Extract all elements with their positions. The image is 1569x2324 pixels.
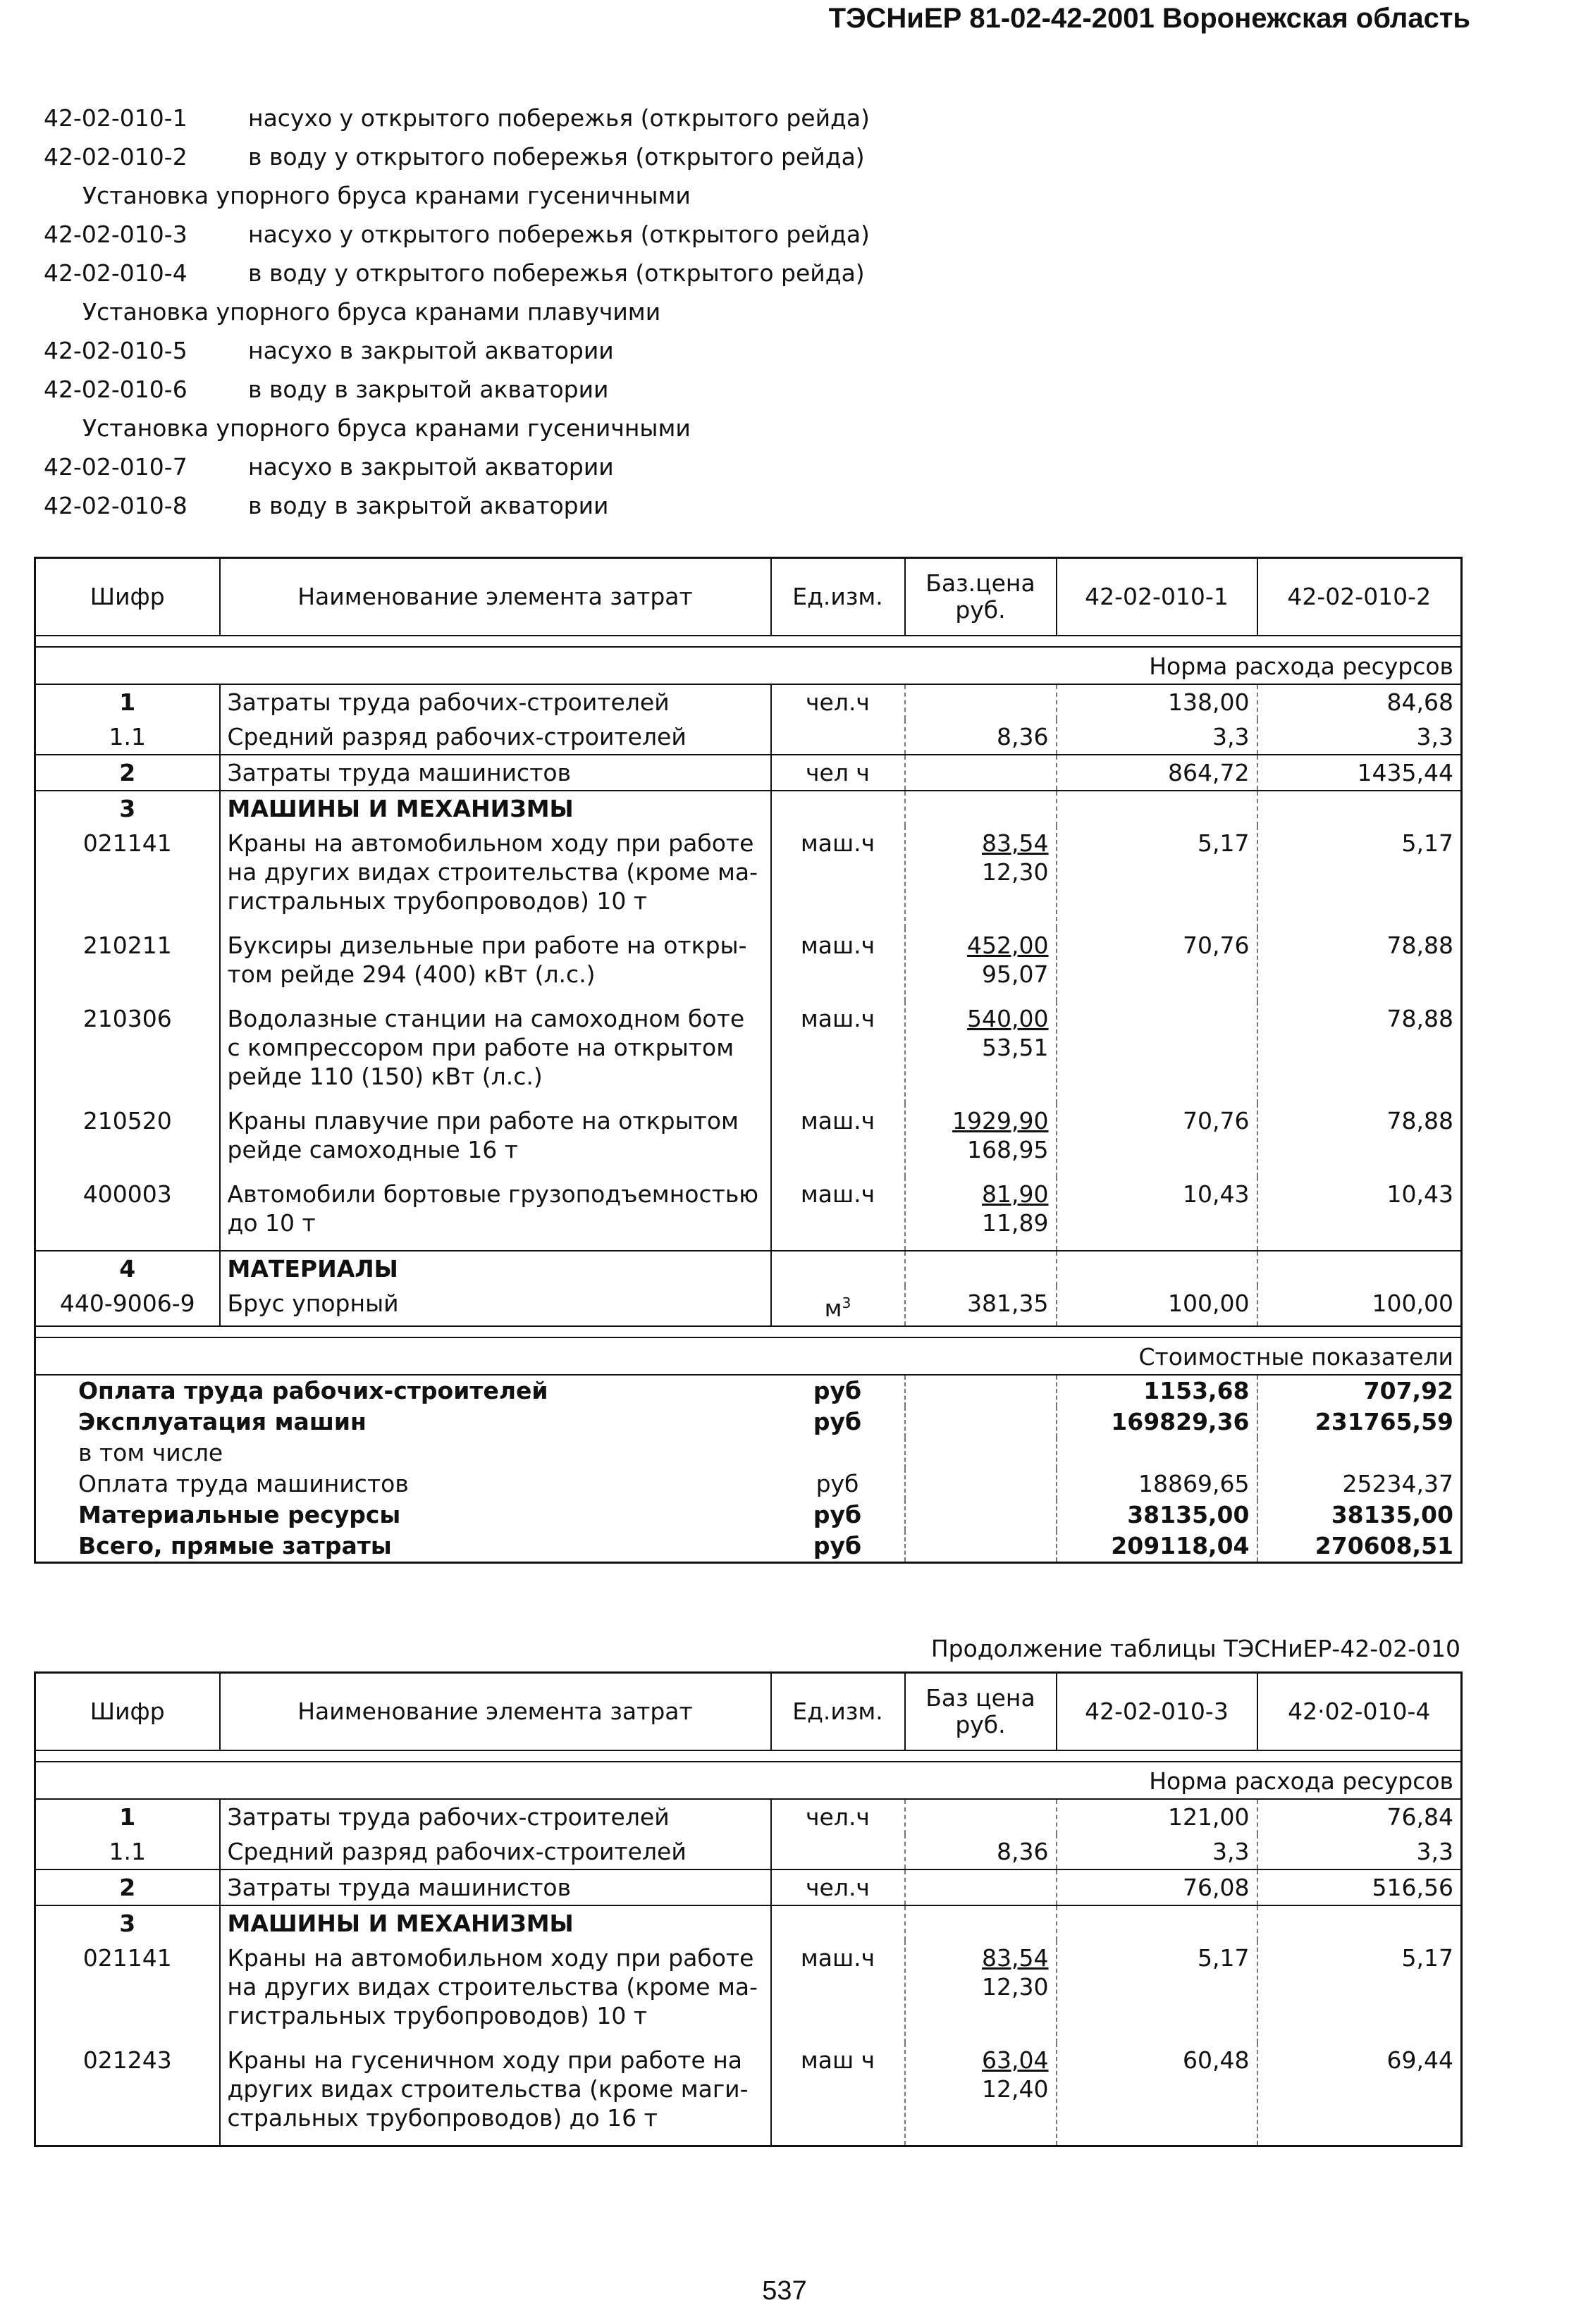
intro-item <box>44 137 1383 176</box>
machine-value-2: 78,88 <box>1257 1104 1462 1177</box>
labor-row <box>35 1834 1462 1869</box>
machine-price-cell <box>905 1177 1057 1251</box>
cost-unit: руб <box>813 1501 862 1528</box>
row-unit: чел.ч <box>771 1799 905 1834</box>
intro-item-code: 42-02-010-5 <box>44 337 187 364</box>
machine-value-1: 10,43 <box>1057 1177 1257 1251</box>
cost-value-1: 209118,04 <box>1057 1531 1257 1563</box>
row-price: 8,36 <box>905 1834 1057 1869</box>
machine-price-wage: 95,07 <box>982 960 1049 988</box>
machine-unit: маш.ч <box>771 826 905 928</box>
machine-value-1 <box>1057 1001 1257 1104</box>
section-empty <box>1057 1905 1257 1941</box>
row-price <box>905 684 1057 719</box>
cost-name: Оплата труда машинистов <box>78 1470 409 1497</box>
material-value-1: 100,00 <box>1057 1286 1257 1326</box>
header-price: Баз.цена руб. <box>905 558 1057 636</box>
row-price <box>905 755 1057 791</box>
spacer-row <box>35 636 1462 647</box>
section-empty <box>1057 791 1257 826</box>
section-empty <box>905 1251 1057 1286</box>
machine-price-wage: 12,30 <box>982 1973 1049 2001</box>
row-value-1: 3,3 <box>1057 1834 1257 1869</box>
intro-item-text: в воду в закрытой акватории <box>248 492 609 519</box>
cost-price-empty <box>905 1469 1057 1500</box>
machine-unit: маш.ч <box>771 928 905 1001</box>
material-unit-cell <box>771 1286 905 1326</box>
cost-unit: руб <box>813 1377 862 1404</box>
section-empty <box>771 1905 905 1941</box>
machine-price-cell <box>905 2043 1057 2146</box>
machinist-row <box>35 755 1462 791</box>
cost-caption: Стоимостные показатели <box>35 1337 1462 1375</box>
cost-unit: руб <box>813 1408 862 1435</box>
machine-unit: маш.ч <box>771 1104 905 1177</box>
row-code: 1.1 <box>109 723 146 750</box>
header-unit: Ед.изм. <box>771 1673 905 1751</box>
cost-price-empty <box>905 1407 1057 1438</box>
section-name: МАШИНЫ И МЕХАНИЗМЫ <box>220 791 771 826</box>
machine-code: 210306 <box>82 1005 172 1032</box>
machine-code: 210520 <box>82 1107 172 1135</box>
cost-row <box>35 1407 1462 1438</box>
section-empty <box>1257 1905 1462 1941</box>
section-empty <box>1057 1251 1257 1286</box>
machine-value-1: 5,17 <box>1057 1941 1257 2043</box>
machine-price-wage: 11,89 <box>982 1209 1049 1237</box>
header-col2: 42·02-010-4 <box>1257 1673 1462 1751</box>
machine-row <box>35 1941 1462 2043</box>
machine-price-wage: 12,40 <box>982 2075 1049 2103</box>
header-name: Наименование элемента затрат <box>220 558 771 636</box>
row-value-2: 76,84 <box>1257 1799 1462 1834</box>
machine-price: 83,54 <box>982 1944 1049 1972</box>
header-unit: Ед.изм. <box>771 558 905 636</box>
row-value-1: 138,00 <box>1057 684 1257 719</box>
intro-item-text: насухо у открытого побережья (открытого рейда) <box>248 221 870 248</box>
cost-price-empty <box>905 1375 1057 1407</box>
resource-table-1 <box>34 557 1463 1564</box>
materials-section-row <box>35 1251 1462 1286</box>
labor-row <box>35 1799 1462 1834</box>
machine-value-1: 5,17 <box>1057 826 1257 928</box>
machine-name: Краны на гусеничном ходу при работе на других видах строительства (кроме маги-стральных трубопроводов) до 16 т <box>220 2043 771 2146</box>
row-code: 1.1 <box>109 1838 146 1865</box>
header-code: Шифр <box>35 558 220 636</box>
row-unit: чел.ч <box>771 684 905 719</box>
machine-row <box>35 2043 1462 2146</box>
cost-value-1: 18869,65 <box>1057 1469 1257 1500</box>
machine-price-cell <box>905 1001 1057 1104</box>
row-code: 1 <box>119 1803 136 1831</box>
machine-price: 452,00 <box>967 932 1049 959</box>
continuation-caption: Продолжение таблицы ТЭСНиЕР-42-02-010 <box>930 1635 1460 1662</box>
machine-price-cell <box>905 1104 1057 1177</box>
cost-name: Оплата труда рабочих-строителей <box>78 1377 548 1404</box>
cost-price-empty <box>905 1438 1057 1469</box>
intro-subheading: Установка упорного бруса кранами гусеничными <box>82 182 691 209</box>
cost-row <box>35 1500 1462 1531</box>
cost-value-1: 1153,68 <box>1057 1375 1257 1407</box>
intro-item <box>44 447 1383 486</box>
intro-item-text: в воду у открытого побережья (открытого рейда) <box>248 143 865 171</box>
intro-subheading: Установка упорного бруса кранами гусеничными <box>82 414 691 442</box>
cost-value-2: 707,92 <box>1257 1375 1462 1407</box>
cost-value-2: 38135,00 <box>1257 1500 1462 1531</box>
row-unit: чел.ч <box>771 1869 905 1905</box>
cost-value-2 <box>1257 1438 1462 1469</box>
machine-name: Краны на автомобильном ходу при работе на других видах строительства (кроме ма-гистральных трубопроводов) 10 т <box>220 1941 771 2043</box>
row-price <box>905 1869 1057 1905</box>
labor-row <box>35 684 1462 719</box>
machine-price-cell <box>905 928 1057 1001</box>
header-price: Баз цена руб. <box>905 1673 1057 1751</box>
cost-value-2: 270608,51 <box>1257 1531 1462 1563</box>
machine-value-1: 70,76 <box>1057 928 1257 1001</box>
cost-unit: руб <box>816 1470 859 1497</box>
row-unit <box>771 719 905 755</box>
cost-row <box>35 1469 1462 1500</box>
machine-value-2: 5,17 <box>1257 826 1462 928</box>
machine-price: 81,90 <box>982 1180 1049 1208</box>
norm-caption: Норма расхода ресурсов <box>35 1762 1462 1799</box>
spacer-row <box>35 1326 1462 1337</box>
intro-item <box>44 370 1383 409</box>
machine-code: 021141 <box>82 1944 172 1972</box>
machine-price: 1929,90 <box>952 1107 1049 1135</box>
machine-value-2: 78,88 <box>1257 1001 1462 1104</box>
intro-item-code: 42-02-010-6 <box>44 376 187 403</box>
machine-price-wage: 12,30 <box>982 858 1049 886</box>
machine-value-2: 78,88 <box>1257 928 1462 1001</box>
machine-price: 540,00 <box>967 1005 1049 1032</box>
row-unit: чел ч <box>771 755 905 791</box>
page-header: ТЭСНиЕР 81-02-42-2001 Воронежская область <box>828 3 1470 34</box>
machine-value-2: 69,44 <box>1257 2043 1462 2146</box>
row-name: Средний разряд рабочих-строителей <box>220 719 771 755</box>
intro-item <box>44 254 1383 292</box>
machine-unit: маш.ч <box>771 1001 905 1104</box>
table-header-row <box>35 558 1462 636</box>
header-col1: 42-02-010-3 <box>1057 1673 1257 1751</box>
spacer-cell <box>35 636 1462 647</box>
intro-item-code: 42-02-010-3 <box>44 221 187 248</box>
header-code: Шифр <box>35 1673 220 1751</box>
machine-code: 021243 <box>82 2046 172 2074</box>
labor-row <box>35 719 1462 755</box>
machines-section-row <box>35 791 1462 826</box>
cost-name: Материальные ресурсы <box>78 1501 401 1528</box>
material-price: 381,35 <box>905 1286 1057 1326</box>
intro-item-code: 42-02-010-4 <box>44 259 187 287</box>
material-value-2: 100,00 <box>1257 1286 1462 1326</box>
machine-price-wage: 168,95 <box>967 1136 1049 1163</box>
intro-item-code: 42-02-010-7 <box>44 453 187 481</box>
row-price <box>905 1799 1057 1834</box>
cost-caption-row <box>35 1337 1462 1375</box>
row-value-2: 3,3 <box>1257 1834 1462 1869</box>
intro-item-code: 42-02-010-8 <box>44 492 187 519</box>
norm-caption: Норма расхода ресурсов <box>35 647 1462 684</box>
machine-value-2: 10,43 <box>1257 1177 1462 1251</box>
machine-name: Автомобили бортовые грузоподъемностью до 10 т <box>220 1177 771 1251</box>
intro-item-text: насухо у открытого побережья (открытого рейда) <box>248 104 870 132</box>
intro-item <box>44 486 1383 525</box>
row-code: 2 <box>35 1869 220 1905</box>
material-unit-sup: 3 <box>842 1294 851 1311</box>
section-name: МАШИНЫ И МЕХАНИЗМЫ <box>220 1905 771 1941</box>
cost-value-1: 38135,00 <box>1057 1500 1257 1531</box>
section-code: 3 <box>35 1905 220 1941</box>
section-empty <box>905 1905 1057 1941</box>
header-col2: 42-02-010-2 <box>1257 558 1462 636</box>
row-name: Затраты труда рабочих-строителей <box>220 684 771 719</box>
table-header-row <box>35 1673 1462 1751</box>
machine-price: 63,04 <box>982 2046 1049 2074</box>
cost-value-1 <box>1057 1438 1257 1469</box>
row-code: 1 <box>119 688 136 716</box>
row-value-2: 3,3 <box>1257 719 1462 755</box>
section-empty <box>1257 791 1462 826</box>
intro-subheading: Установка упорного бруса кранами плавучими <box>82 298 661 326</box>
cost-name: в том числе <box>78 1439 223 1466</box>
row-value-1: 3,3 <box>1057 719 1257 755</box>
machine-price: 83,54 <box>982 829 1049 857</box>
machine-price-cell <box>905 826 1057 928</box>
machine-value-1: 60,48 <box>1057 2043 1257 2146</box>
header-col1: 42-02-010-1 <box>1057 558 1257 636</box>
spacer-cell <box>35 1326 1462 1337</box>
cost-name: Эксплуатация машин <box>78 1408 367 1435</box>
intro-item-text: в воду у открытого побережья (открытого рейда) <box>248 259 865 287</box>
row-value-2: 84,68 <box>1257 684 1462 719</box>
machine-name: Краны на автомобильном ходу при работе на других видах строительства (кроме ма-гистральных трубопроводов) 10 т <box>220 826 771 928</box>
machinist-row <box>35 1869 1462 1905</box>
norm-caption-row <box>35 647 1462 684</box>
resource-table-2 <box>34 1671 1463 2147</box>
intro-item-text: в воду в закрытой акватории <box>248 376 609 403</box>
machine-unit: маш.ч <box>771 1941 905 2043</box>
row-name: Затраты труда машинистов <box>220 755 771 791</box>
row-name: Затраты труда рабочих-строителей <box>220 1799 771 1834</box>
material-name: Брус упорный <box>220 1286 771 1326</box>
section-empty <box>771 791 905 826</box>
cost-price-empty <box>905 1531 1057 1563</box>
cost-value-2: 231765,59 <box>1257 1407 1462 1438</box>
row-code: 2 <box>35 755 220 791</box>
page-number: 537 <box>762 2276 807 2306</box>
intro-list <box>44 99 1383 525</box>
machine-unit: маш.ч <box>771 1177 905 1251</box>
section-empty <box>905 791 1057 826</box>
material-code: 440-9006-9 <box>59 1290 195 1317</box>
machine-value-2: 5,17 <box>1257 1941 1462 2043</box>
cost-row <box>35 1438 1462 1469</box>
cost-unit <box>771 1438 905 1469</box>
intro-item-text: насухо в закрытой акватории <box>248 337 614 364</box>
header-name: Наименование элемента затрат <box>220 1673 771 1751</box>
machine-code: 210211 <box>82 932 172 959</box>
intro-item-code: 42-02-010-2 <box>44 143 187 171</box>
row-name: Затраты труда машинистов <box>220 1869 771 1905</box>
row-price: 8,36 <box>905 719 1057 755</box>
cost-price-empty <box>905 1500 1057 1531</box>
intro-item-text: насухо в закрытой акватории <box>248 453 614 481</box>
machine-code: 400003 <box>82 1180 172 1208</box>
section-empty <box>1257 1251 1462 1286</box>
intro-item <box>44 99 1383 137</box>
cost-value-2: 25234,37 <box>1257 1469 1462 1500</box>
row-unit <box>771 1834 905 1869</box>
machine-price-cell <box>905 1941 1057 2043</box>
machine-row <box>35 928 1462 1001</box>
row-value-1: 76,08 <box>1057 1869 1257 1905</box>
machine-name: Буксиры дизельные при работе на откры-том рейде 294 (400) кВт (л.с.) <box>220 928 771 1001</box>
machine-value-1: 70,76 <box>1057 1104 1257 1177</box>
machine-row <box>35 1001 1462 1104</box>
cost-unit: руб <box>813 1532 862 1559</box>
material-unit: м <box>824 1294 842 1322</box>
row-value-2: 1435,44 <box>1257 755 1462 791</box>
row-value-1: 864,72 <box>1057 755 1257 791</box>
row-value-2: 516,56 <box>1257 1869 1462 1905</box>
spacer-row <box>35 1750 1462 1762</box>
cost-name: Всего, прямые затраты <box>78 1532 392 1559</box>
machine-unit: маш ч <box>771 2043 905 2146</box>
cost-value-1: 169829,36 <box>1057 1407 1257 1438</box>
intro-item-code: 42-02-010-1 <box>44 104 187 132</box>
machine-name: Водолазные станции на самоходном боте с компрессором при работе на открытом рейде 110 (150) кВт (л.с.) <box>220 1001 771 1104</box>
row-value-1: 121,00 <box>1057 1799 1257 1834</box>
material-row <box>35 1286 1462 1326</box>
machine-row <box>35 1177 1462 1251</box>
intro-item <box>44 215 1383 254</box>
section-empty <box>771 1251 905 1286</box>
row-name: Средний разряд рабочих-строителей <box>220 1834 771 1869</box>
cost-row <box>35 1375 1462 1407</box>
cost-row <box>35 1531 1462 1563</box>
norm-caption-row <box>35 1762 1462 1799</box>
machine-row <box>35 1104 1462 1177</box>
machine-name: Краны плавучие при работе на открытом рейде самоходные 16 т <box>220 1104 771 1177</box>
spacer-cell <box>35 1750 1462 1762</box>
section-name: МАТЕРИАЛЫ <box>220 1251 771 1286</box>
section-code: 3 <box>35 791 220 826</box>
machines-section-row <box>35 1905 1462 1941</box>
machine-row <box>35 826 1462 928</box>
section-code: 4 <box>35 1251 220 1286</box>
machine-code: 021141 <box>82 829 172 857</box>
intro-item <box>44 331 1383 370</box>
machine-price-wage: 53,51 <box>982 1034 1049 1061</box>
